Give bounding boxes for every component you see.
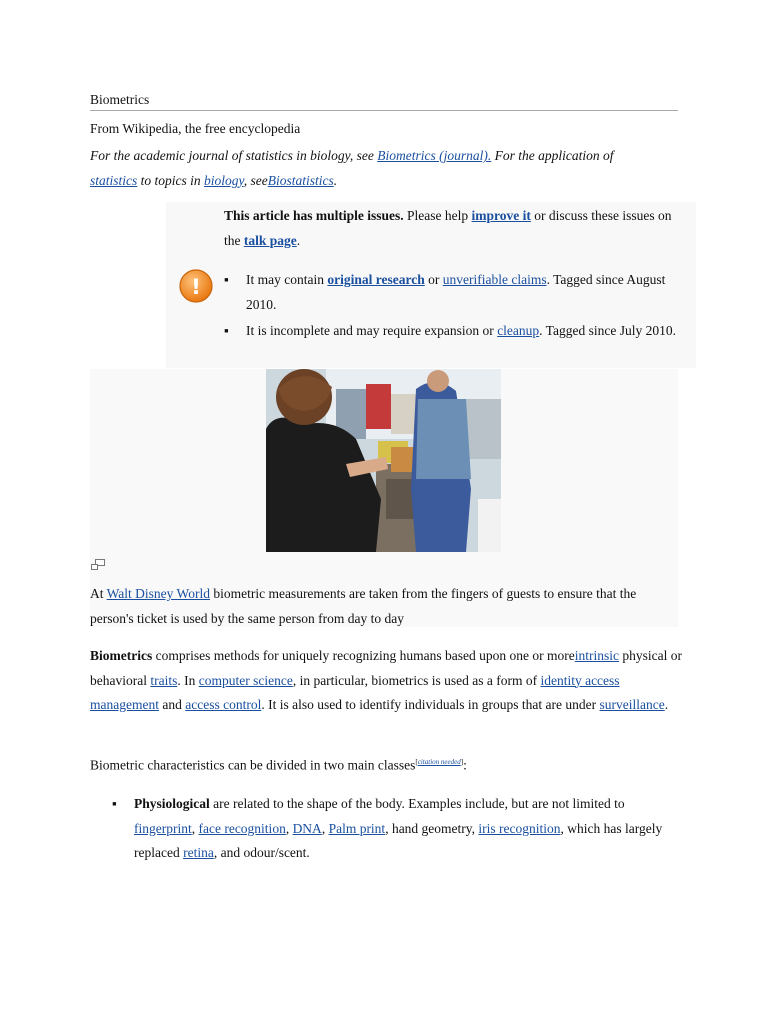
multiple-issues-box (166, 202, 696, 368)
warning-icon (178, 268, 214, 308)
list-item: ▪ It may contain original research or unverifiable claims. Tagged since August 2010. (224, 268, 686, 317)
bullet: ▪ (112, 796, 117, 811)
figure-thumbnail (90, 369, 678, 627)
link-biostatistics[interactable]: Biostatistics (267, 172, 334, 188)
classes-paragraph: Biometric characteristics can be divided in two main classes[citation needed]: (90, 757, 467, 773)
link-palm-print[interactable]: Palm print (328, 820, 386, 836)
link-biology[interactable]: biology (204, 172, 244, 188)
link-fingerprint[interactable]: fingerprint (134, 820, 192, 836)
link-identity-access-management[interactable]: identity access management (90, 672, 620, 712)
link-talk-page[interactable]: talk page (243, 232, 297, 248)
intro-paragraph: Biometrics comprises methods for uniquely recognizing humans based upon one or moreintrinsic physical or behavioral traits. In computer science, in particular, biometrics is used as a form of identity access management and access control. It is also used to identify individuals in groups that are under surveillance. (90, 648, 683, 712)
bullet: ▪ (224, 323, 229, 338)
link-intrinsic[interactable]: intrinsic (574, 648, 620, 663)
enlarge-icon[interactable] (90, 559, 106, 575)
link-computer-science[interactable]: computer science (198, 672, 293, 688)
link-retina[interactable]: retina (183, 845, 214, 860)
link-original-research[interactable]: original research (327, 272, 425, 287)
issues-header: This article has multiple issues. Please help improve it or discuss these issues on the talk page. (224, 208, 672, 248)
issues-list (224, 268, 686, 346)
link-access-control[interactable]: access control (185, 697, 262, 712)
tagline: From Wikipedia, the free encyclopedia (90, 121, 301, 136)
link-walt-disney-world[interactable]: Walt Disney World (106, 586, 210, 601)
link-unverifiable-claims[interactable]: unverifiable claims (442, 272, 547, 287)
link-traits[interactable]: traits (150, 672, 178, 688)
link-biometrics-journal[interactable]: Biometrics (journal). (377, 148, 492, 163)
link-cleanup[interactable]: cleanup (497, 323, 540, 338)
figure-caption: At Walt Disney World biometric measurements are taken from the fingers of guests to ensure that the person's ticket is used by the same person from day to day (90, 586, 637, 626)
classes-list (112, 792, 682, 866)
bullet: ▪ (224, 272, 229, 287)
link-surveillance[interactable]: surveillance (599, 697, 665, 712)
link-citation-needed[interactable]: citation needed (417, 758, 461, 766)
link-statistics[interactable]: statistics (90, 172, 138, 188)
link-face-recognition[interactable]: face recognition (198, 820, 286, 836)
list-item: ▪ Physiological are related to the shape of the body. Examples include, but are not limited to fingerprint, face recognition, DNA, Palm print, hand geometry, iris recognition, which has largely replaced retina, and odour/scent. (112, 792, 682, 866)
page-title: Biometrics (90, 92, 678, 111)
disney-fingerprint-photo[interactable] (266, 369, 501, 552)
citation-needed: [citation needed] (415, 758, 464, 766)
warning-icon-glyph: ! (191, 275, 201, 299)
hatnote: For the academic journal of statistics in biology, see Biometrics (journal). For the application of statistics to topics in biology, seeBiostatistics. (90, 148, 614, 188)
link-iris-recognition[interactable]: iris recognition (478, 820, 561, 836)
link-improve-it[interactable]: improve it (471, 208, 531, 223)
link-dna[interactable]: DNA (292, 820, 322, 836)
list-item: ▪ It is incomplete and may require expansion or cleanup. Tagged since July 2010. (224, 319, 686, 344)
